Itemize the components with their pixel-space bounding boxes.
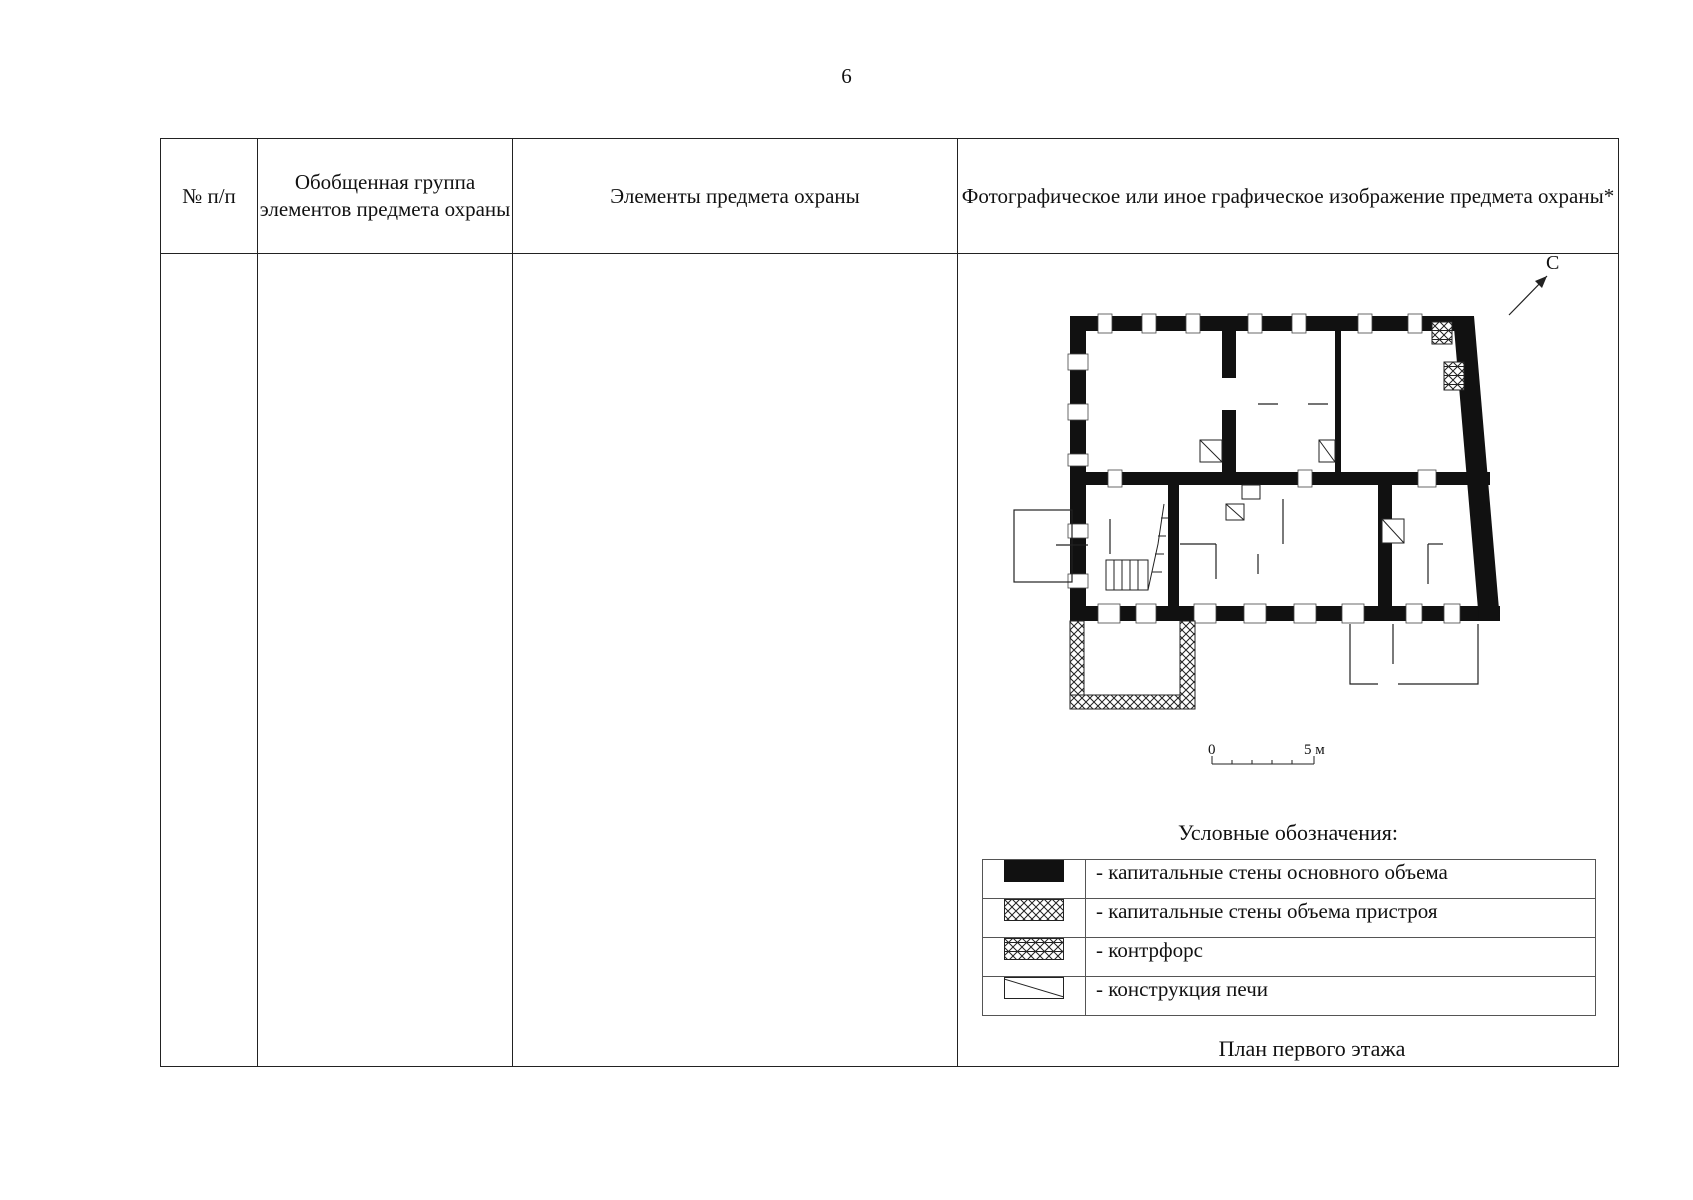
staircase: [1106, 504, 1168, 590]
buttress-swatch-icon: [983, 938, 1086, 977]
legend-label: - контрфорс: [1086, 938, 1596, 977]
page-number: 6: [841, 64, 852, 88]
cell-image: [958, 254, 1619, 1067]
legend-table: [982, 859, 1596, 1016]
north-arrow-icon: [1509, 276, 1547, 315]
legend-label: - капитальные стены объема пристроя: [1086, 899, 1596, 938]
solid-wall-swatch-icon: [983, 860, 1086, 899]
legend-row: [983, 860, 1596, 899]
header-elements: Элементы предмета охраны: [513, 139, 958, 254]
scale-five-label: 5 м: [1304, 742, 1325, 758]
main-walls: [1070, 316, 1500, 621]
cell-number: [161, 254, 258, 1067]
scale-bar: [1212, 756, 1314, 764]
legend-row: [983, 899, 1596, 938]
protection-subject-table: [160, 138, 1619, 1067]
header-image: Фотографическое или иное графическое изображение предмета охраны*: [958, 139, 1619, 254]
header-group: Обобщенная группа элементов предмета охраны: [258, 139, 513, 254]
table-row: [161, 254, 1619, 1067]
north-label: С: [1546, 252, 1560, 274]
scale-zero-label: 0: [1208, 742, 1216, 758]
stove-swatch-icon: [983, 977, 1086, 1016]
legend-title: Условные обозначения:: [1177, 820, 1399, 845]
cell-elements: [513, 254, 958, 1067]
plan-caption: План первого этажа: [1218, 1036, 1406, 1061]
extension-walls: [1070, 322, 1464, 709]
legend-label: - капитальные стены основного объема: [1086, 860, 1596, 899]
legend-label: - конструкция печи: [1086, 977, 1596, 1016]
legend-row: [983, 938, 1596, 977]
window-openings: [1068, 314, 1460, 623]
legend-row: [983, 977, 1596, 1016]
cell-group: [258, 254, 513, 1067]
crosshatch-swatch-icon: [983, 899, 1086, 938]
table-header-row: [161, 139, 1619, 254]
header-number: № п/п: [161, 139, 258, 254]
